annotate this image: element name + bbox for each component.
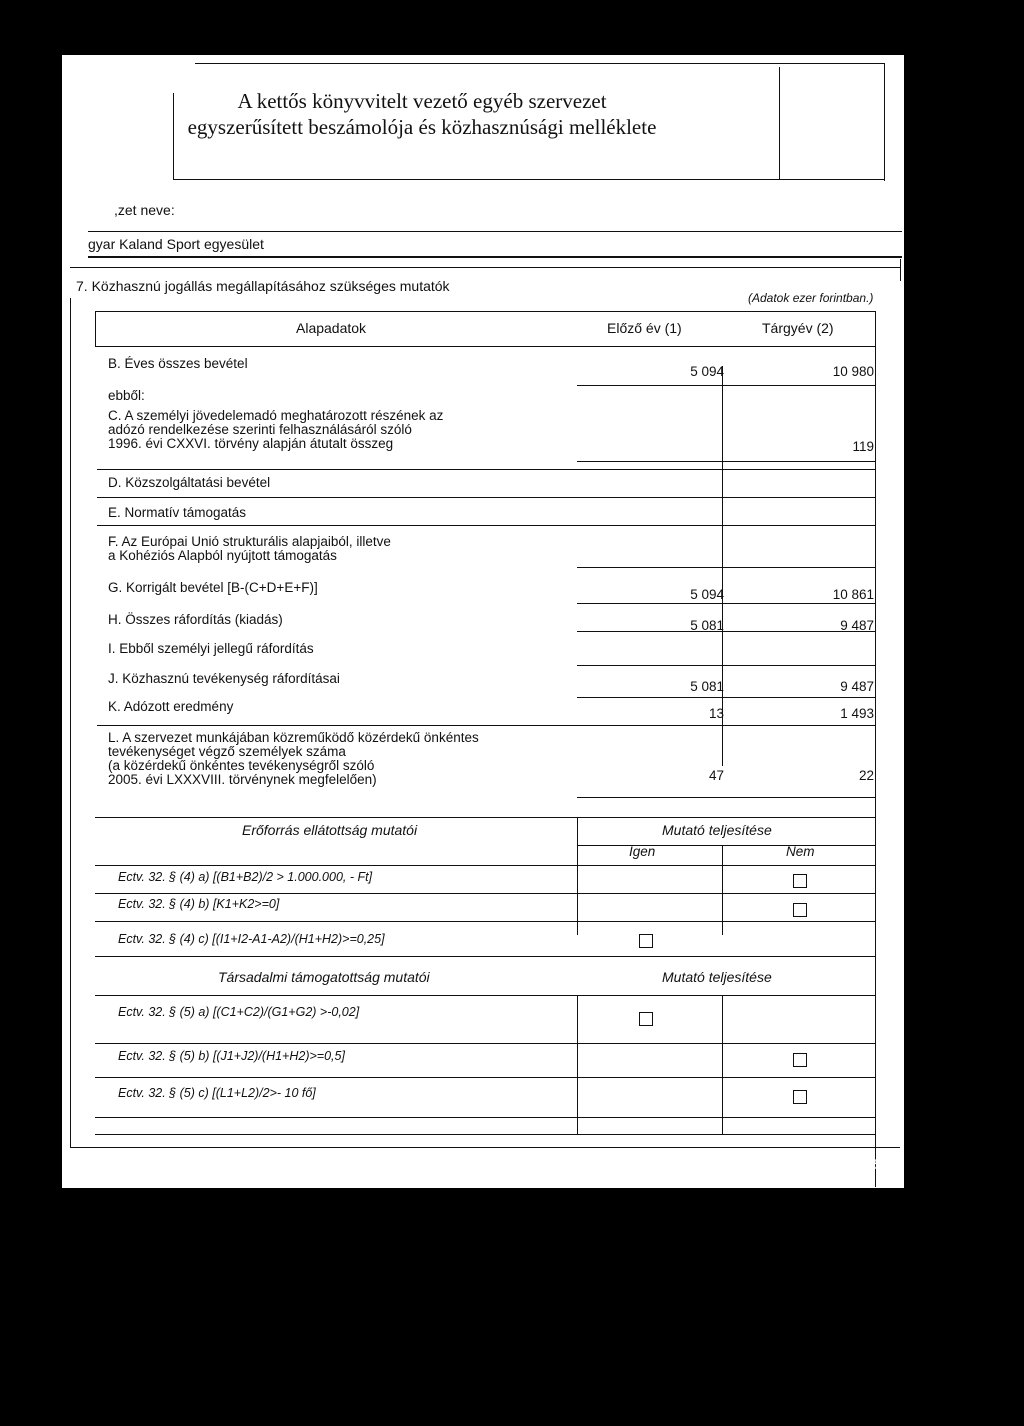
social-fulfil-header: Mutató teljesítése bbox=[662, 969, 772, 985]
row-label-l: L. A szervezet munkájában közreműködő közérdekű önkéntes tevékenységet végző személyek száma (a közérdekű önkéntes tevékenységről szóló 2005. évi LXXXVIII. törvénynek megfelelően) bbox=[108, 730, 479, 787]
checkbox-social-c-no[interactable] bbox=[793, 1090, 807, 1104]
checkbox-resource-a-no[interactable] bbox=[793, 874, 807, 888]
col-header-base: Alapadatok bbox=[296, 320, 367, 336]
row-curr-l: 22 bbox=[858, 768, 874, 783]
social-row-c: Ectv. 32. § (5) c) [(L1+L2)/2>- 10 fő] bbox=[118, 1086, 316, 1100]
row-label-k: K. Adózott eredmény bbox=[108, 699, 234, 714]
resource-fulfil-header: Mutató teljesítése bbox=[662, 822, 772, 838]
checkbox-resource-b-no[interactable] bbox=[793, 903, 807, 917]
row-prev-g: 5 094 bbox=[690, 587, 724, 602]
row-label-ebbol: ebből: bbox=[108, 388, 145, 403]
section-title: 7. Közhasznú jogállás megállapításához szükséges mutatók bbox=[76, 278, 450, 294]
row-curr-b: 10 980 bbox=[832, 364, 874, 379]
row-curr-c: 119 bbox=[852, 439, 874, 454]
row-curr-g: 10 861 bbox=[832, 587, 874, 602]
social-header: Társadalmi támogatottság mutatói bbox=[218, 969, 430, 985]
row-curr-k: 1 493 bbox=[840, 706, 874, 721]
org-name-value: gyar Kaland Sport egyesület bbox=[88, 236, 264, 252]
row-curr-j: 9 487 bbox=[840, 679, 874, 694]
footer-version: Kitöltő verzió:2.62.0 Nyomtatvány verzió:5.1 bbox=[74, 1156, 348, 1172]
row-prev-h: 5 081 bbox=[690, 618, 724, 633]
row-prev-b: 5 094 bbox=[690, 364, 724, 379]
row-label-j: J. Közhasznú tevékenység ráfordításai bbox=[108, 671, 340, 686]
row-prev-j: 5 081 bbox=[690, 679, 724, 694]
row-label-i: I. Ebből személyi jellegű ráfordítás bbox=[108, 641, 314, 656]
social-row-a: Ectv. 32. § (5) a) [(C1+C2)/(G1+G2) >-0,02] bbox=[118, 1005, 360, 1019]
social-row-b: Ectv. 32. § (5) b) [(J1+J2)/(H1+H2)>=0,5] bbox=[118, 1049, 345, 1063]
col-header-prev: Előző év (1) bbox=[607, 320, 682, 336]
checkbox-resource-c-yes[interactable] bbox=[639, 934, 653, 948]
row-label-e: E. Normatív támogatás bbox=[108, 505, 247, 520]
row-label-c: C. A személyi jövedelemadó meghatározott részének az adózó rendelkezése szerinti felhasználásáról szóló 1996. évi CXXVI. törvény alapján átutalt összeg bbox=[108, 408, 444, 451]
row-label-f: F. Az Európai Unió strukturális alapjaiból, illetve a Kohéziós Alapból nyújtott támogatás bbox=[108, 534, 391, 563]
row-label-g: G. Korrigált bevétel [B-(C+D+E+F)] bbox=[108, 580, 318, 595]
form-title-line1: A kettős könyvvitelt vezető egyéb szervezet bbox=[237, 89, 607, 113]
checkbox-social-a-yes[interactable] bbox=[639, 1012, 653, 1026]
row-label-d: D. Közszolgáltatási bevétel bbox=[108, 475, 271, 490]
row-prev-l: 47 bbox=[708, 768, 724, 783]
form-page bbox=[62, 55, 904, 1188]
unit-note: (Adatok ezer forintban.) bbox=[748, 291, 874, 305]
col-no: Nem bbox=[786, 844, 815, 859]
org-name-label: ,zet neve: bbox=[114, 202, 175, 218]
form-title-line2: egyszerűsített beszámolója és közhasznúsági melléklete bbox=[187, 115, 657, 139]
checkbox-social-b-no[interactable] bbox=[793, 1053, 807, 1067]
row-label-h: H. Összes ráfordítás (kiadás) bbox=[108, 612, 283, 627]
row-prev-k: 13 bbox=[708, 706, 724, 721]
resource-row-b: Ectv. 32. § (4) b) [K1+K2>=0] bbox=[118, 897, 280, 911]
row-label-b: B. Éves összes bevétel bbox=[108, 356, 248, 371]
resource-row-a: Ectv. 32. § (4) a) [(B1+B2)/2 > 1.000.000, - Ft] bbox=[118, 870, 373, 884]
resource-header: Erőforrás ellátottság mutatói bbox=[242, 822, 418, 838]
col-yes: Igen bbox=[629, 844, 656, 859]
footer-print-date: Nyomtatva: 2015.02.10 10.20.15 bbox=[678, 1156, 882, 1172]
resource-row-c: Ectv. 32. § (4) c) [(I1+I2-A1-A2)/(H1+H2)>=0,25] bbox=[118, 932, 385, 946]
row-curr-h: 9 487 bbox=[840, 618, 874, 633]
col-header-curr: Tárgyév (2) bbox=[762, 320, 834, 336]
